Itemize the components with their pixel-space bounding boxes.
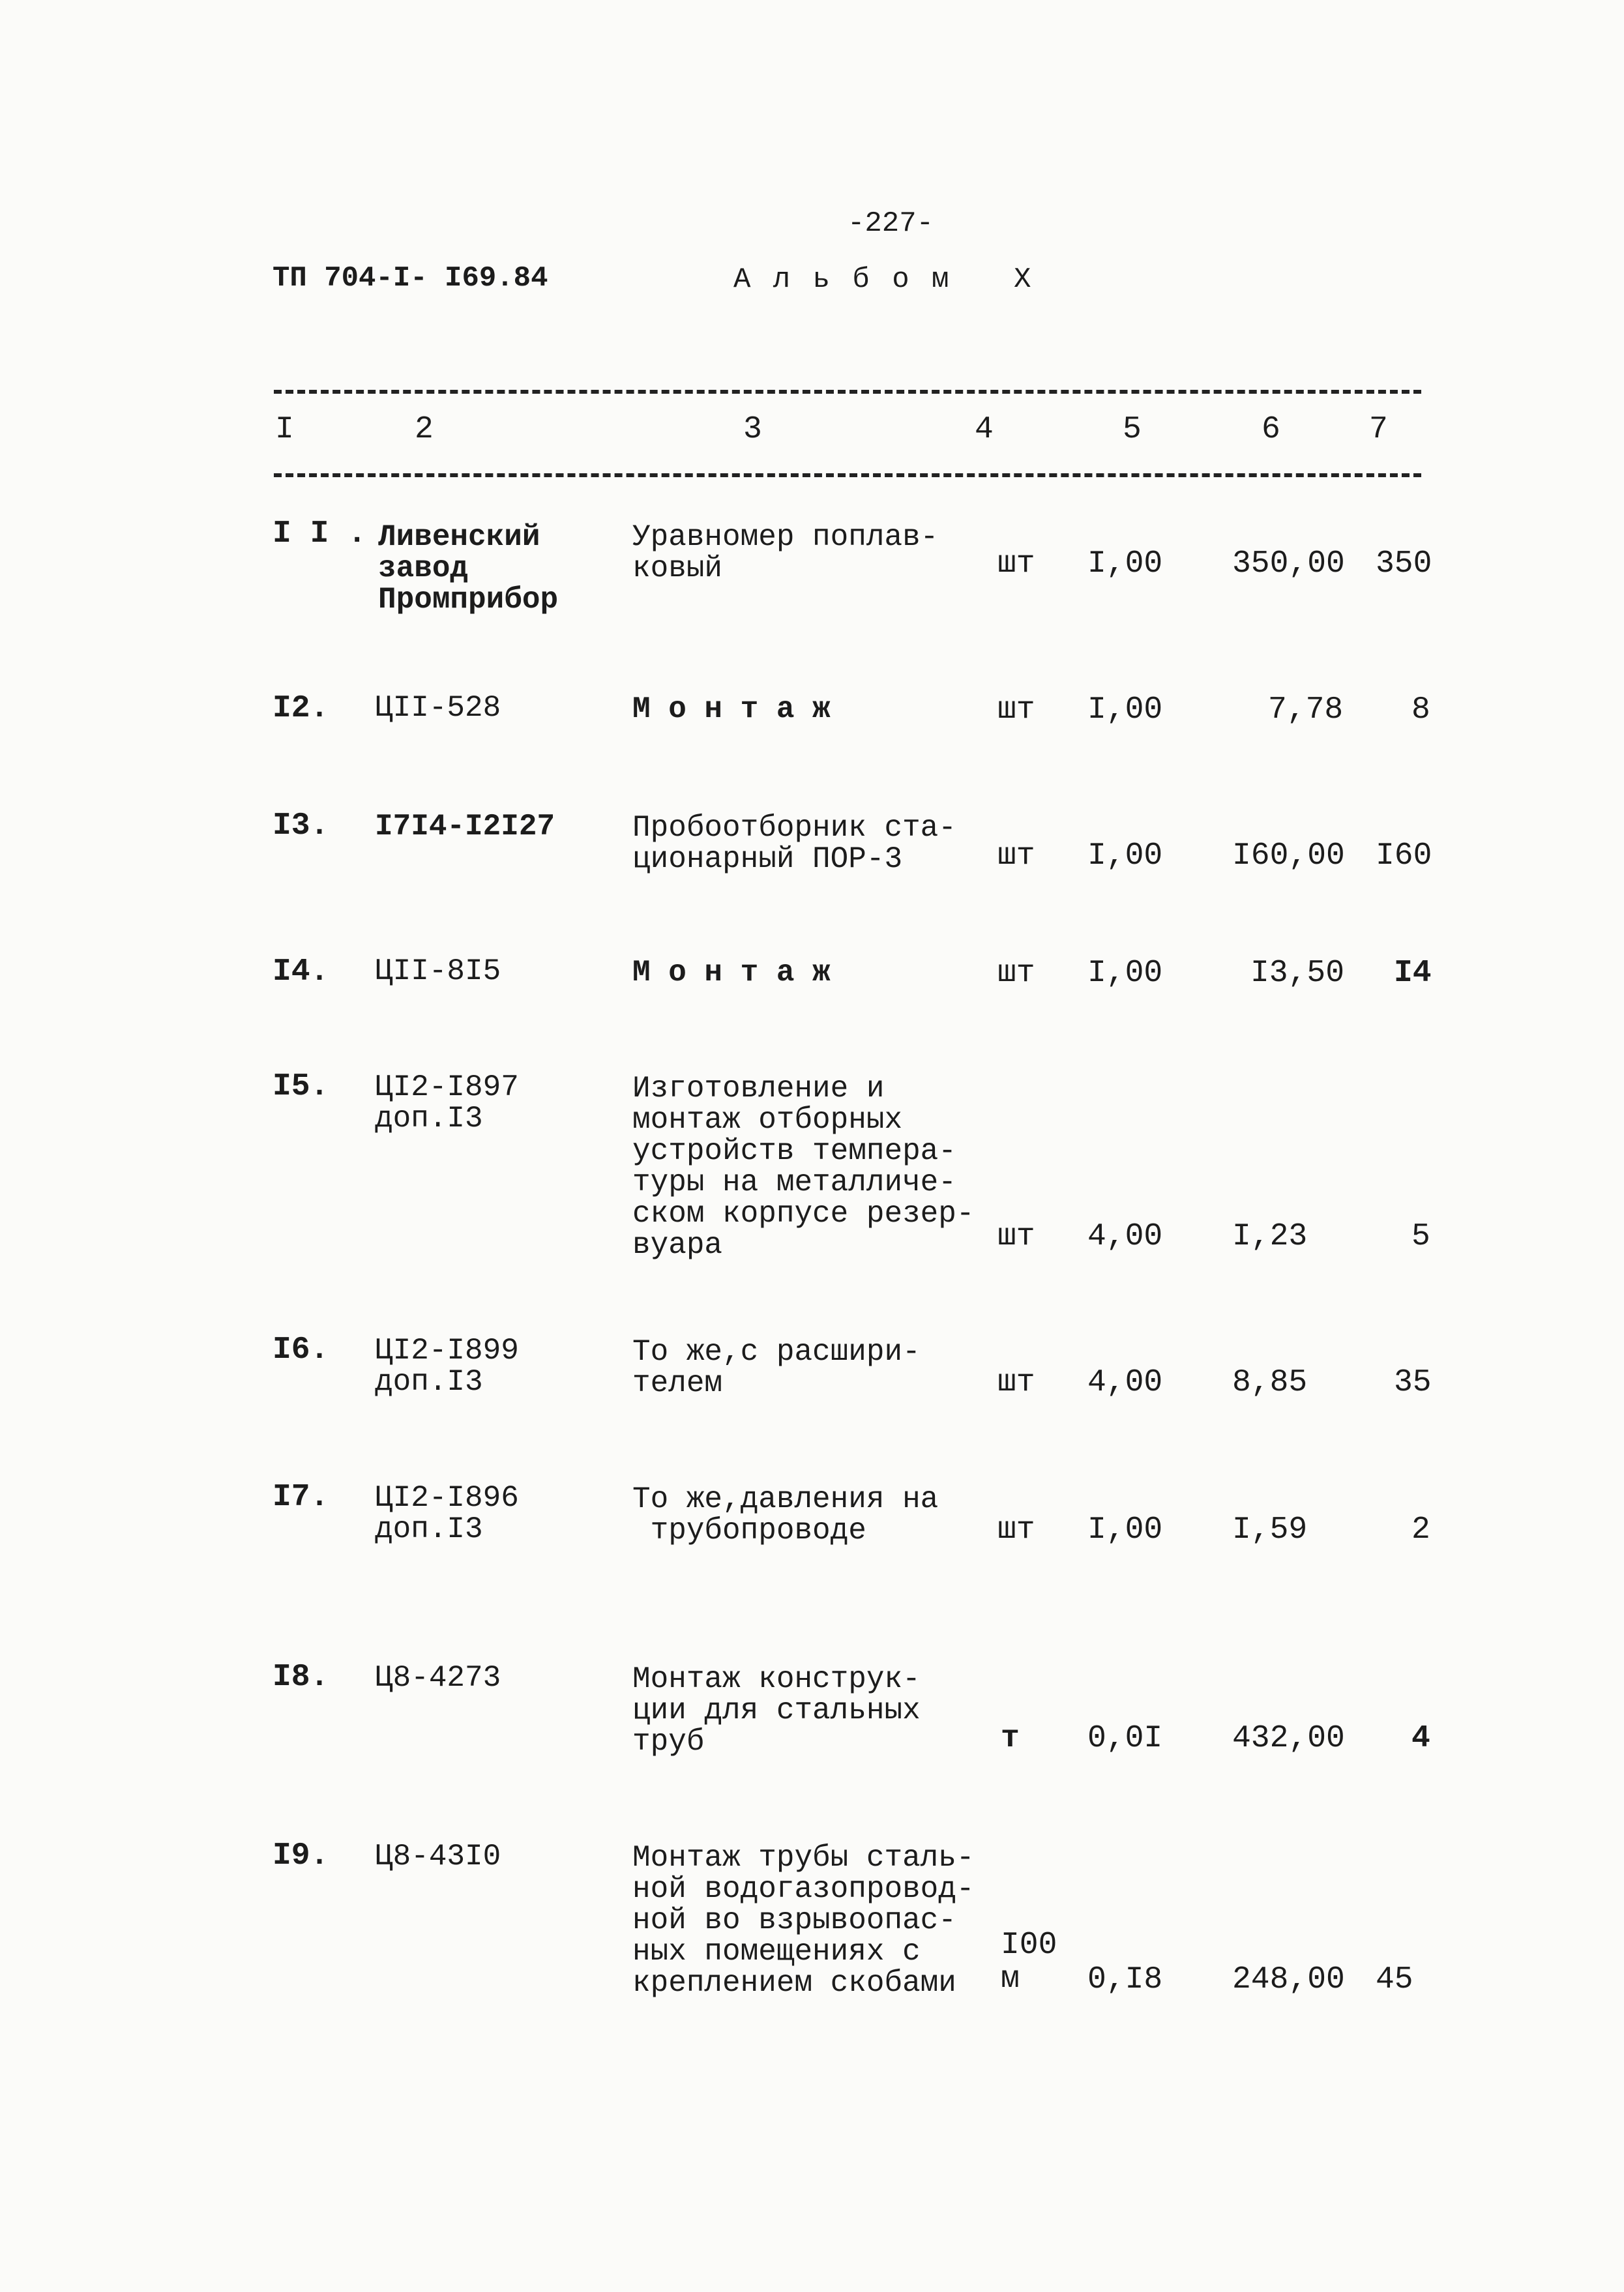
row-number: I5. [273, 1069, 329, 1104]
row-unit: шт [997, 546, 1035, 581]
row-number: I8. [273, 1660, 329, 1695]
row-price: 432,00 [1232, 1721, 1345, 1756]
row-code: Ц8-43I0 [375, 1840, 501, 1873]
page-number: -227- [848, 207, 934, 240]
row-description: То же,давления на трубопроводе [632, 1482, 939, 1548]
col-header-1: I [275, 412, 294, 447]
row-quantity: I,00 [1087, 838, 1163, 874]
row-number: I9. [273, 1838, 329, 1873]
row-quantity: I,00 [1087, 546, 1163, 581]
row-description: М о н т а ж [632, 956, 831, 990]
row-number: I3. [273, 808, 329, 844]
row-unit: шт [997, 1219, 1035, 1254]
row-code: ЦI2-I897 доп.I3 [375, 1070, 519, 1136]
doc-code: ТП 704-I- I69.84 [273, 262, 548, 295]
col-header-2: 2 [415, 412, 434, 447]
row-quantity: I,00 [1087, 692, 1163, 727]
row-code: Ц8-4273 [375, 1661, 501, 1695]
row-unit: т [1001, 1721, 1020, 1756]
col-header-4: 4 [975, 412, 994, 447]
row-description: Пробоотборник ста- ционарный ПОР-3 [632, 811, 956, 876]
row-number: I6. [273, 1332, 329, 1368]
row-quantity: 0,0I [1087, 1721, 1163, 1756]
album-number: X [1014, 263, 1031, 296]
row-description: Изготовление и монтаж отборных устройств темпера- туры на металличе- ском корпусе резер- вуара [632, 1072, 975, 1262]
row-code: ЦII-8I5 [375, 954, 501, 988]
row-quantity: 0,I8 [1087, 1962, 1163, 1997]
row-total: I60 [1376, 838, 1432, 874]
col-header-6: 6 [1262, 412, 1280, 447]
row-code: ЦII-528 [375, 691, 501, 725]
row-price: I3,50 [1250, 956, 1345, 991]
row-total: 4 [1411, 1721, 1430, 1756]
row-description: То же,с расшири- телем [632, 1335, 921, 1400]
col-header-3: 3 [743, 412, 762, 447]
row-number: I7. [273, 1480, 329, 1515]
row-total: 35 [1394, 1365, 1432, 1400]
row-quantity: I,00 [1087, 956, 1163, 991]
row-unit: шт [997, 956, 1035, 991]
row-price: 7,78 [1268, 692, 1344, 727]
album-label: А л ь б о м [733, 263, 952, 296]
row-number: I I . [273, 516, 367, 551]
row-price: 248,00 [1232, 1962, 1345, 1997]
row-unit: I00 м [1001, 1928, 1057, 1997]
row-description: Уравномер поплав- ковый [632, 520, 939, 585]
row-price: 350,00 [1232, 546, 1345, 581]
bottom-dashed-rule [274, 473, 1421, 477]
row-total: 2 [1411, 1512, 1430, 1548]
row-number: I4. [273, 954, 329, 990]
row-code: I7I4-I2I27 [375, 810, 555, 844]
row-unit: шт [997, 838, 1035, 874]
row-code: ЦI2-I896 доп.I3 [375, 1481, 519, 1546]
row-unit: шт [997, 692, 1035, 727]
row-total: 8 [1411, 692, 1430, 727]
row-description: Монтаж трубы сталь- ной водогазопровод- ной во взрывоопас- ных помещениях с креплением скобами [632, 1841, 975, 2000]
row-description: М о н т а ж [632, 692, 831, 726]
row-number: I2. [273, 691, 329, 726]
row-price: 8,85 [1232, 1365, 1308, 1400]
row-code: Ливенский завод Промприбор [378, 520, 559, 617]
row-description: Монтаж конструк- ции для стальных труб [632, 1662, 921, 1759]
col-header-5: 5 [1123, 412, 1142, 447]
row-quantity: 4,00 [1087, 1219, 1163, 1254]
row-quantity: I,00 [1087, 1512, 1163, 1548]
col-header-7: 7 [1369, 412, 1388, 447]
row-unit: шт [997, 1365, 1035, 1400]
row-quantity: 4,00 [1087, 1365, 1163, 1400]
row-price: I60,00 [1232, 838, 1345, 874]
row-code: ЦI2-I899 доп.I3 [375, 1334, 519, 1399]
row-price: I,59 [1232, 1512, 1308, 1548]
row-unit: шт [997, 1512, 1035, 1548]
row-total: 350 [1376, 546, 1432, 581]
top-dashed-rule [274, 390, 1421, 394]
row-price: I,23 [1232, 1219, 1308, 1254]
row-total: I4 [1394, 956, 1432, 991]
row-total: 45 [1376, 1962, 1413, 1997]
row-total: 5 [1411, 1219, 1430, 1254]
